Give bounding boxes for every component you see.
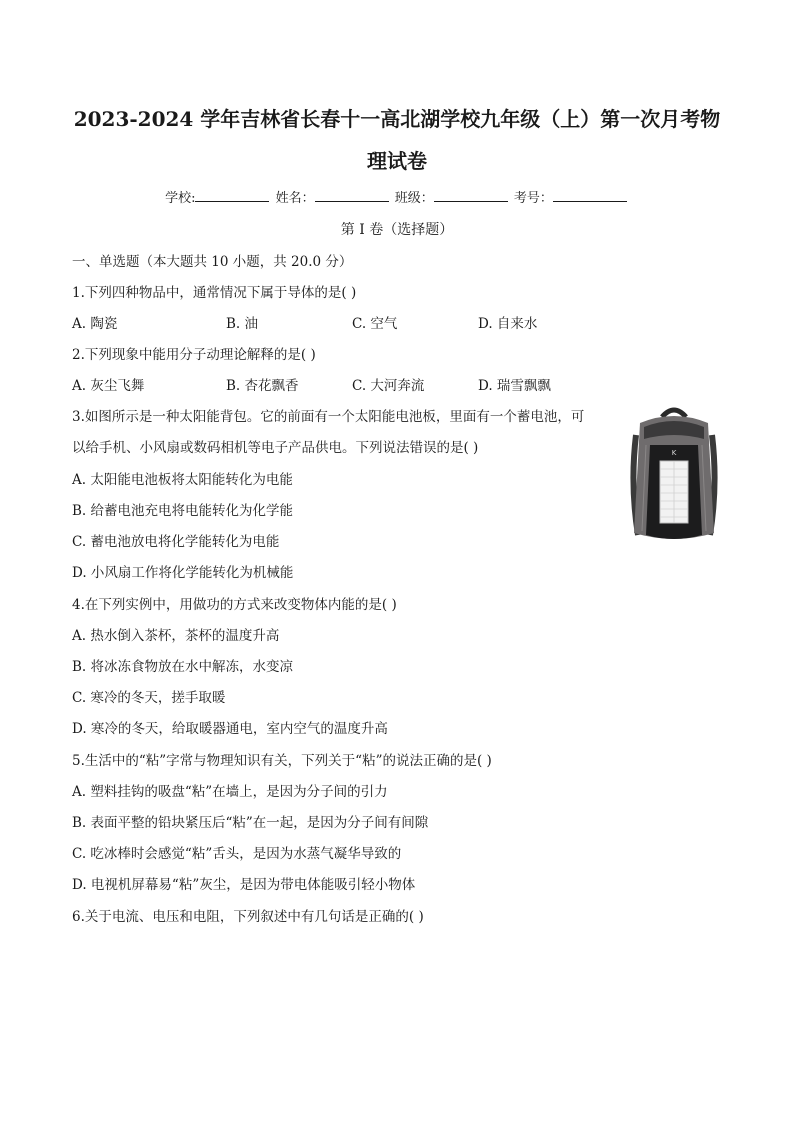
class-blank[interactable] xyxy=(434,189,508,202)
class-label: 班级： xyxy=(394,191,434,206)
option-a[interactable]: A. 灰尘飞舞 xyxy=(72,378,145,394)
question-5-option-b[interactable]: B. 表面平整的铅块紧压后“粘”在一起，是因为分子间有间隙 xyxy=(72,815,429,831)
question-4-option-d[interactable]: D. 寒冷的冬天，给取暖器通电，室内空气的温度升高 xyxy=(72,721,388,737)
name-label: 姓名： xyxy=(275,191,315,206)
option-c[interactable]: C. 空气 xyxy=(352,316,398,332)
question-4-stem: 4.在下列实例中，用做功的方式来改变物体内能的是( ) xyxy=(72,597,397,613)
option-b[interactable]: B. 杏花飘香 xyxy=(226,378,299,394)
section-title: 第 I 卷（选择题） xyxy=(340,222,454,238)
option-a[interactable]: A. 陶瓷 xyxy=(72,316,118,332)
option-d[interactable]: D. 自来水 xyxy=(478,316,538,332)
question-3-option-b[interactable]: B. 给蓄电池充电将电能转化为化学能 xyxy=(72,503,294,519)
question-3-option-a[interactable]: A. 太阳能电池板将太阳能转化为电能 xyxy=(72,472,293,488)
question-2-options xyxy=(72,374,632,394)
question-1-stem: 1.下列四种物品中，通常情况下属于导体的是( ) xyxy=(72,285,357,301)
question-4-option-c[interactable]: C. 寒冷的冬天，搓手取暖 xyxy=(72,690,226,706)
question-5-option-a[interactable]: A. 塑料挂钩的吸盘“粘”在墙上，是因为分子间的引力 xyxy=(72,784,388,800)
exam-title-line-1: 2023-2024 学年吉林省长春十一高北湖学校九年级（上）第一次月考物 xyxy=(73,107,721,131)
school-label: 学校: xyxy=(165,191,196,206)
number-label: 考号： xyxy=(513,191,553,206)
name-blank[interactable] xyxy=(315,189,389,202)
question-3-option-d[interactable]: D. 小风扇工作将化学能转化为机械能 xyxy=(72,565,294,581)
question-5-stem: 5.生活中的“粘”字常与物理知识有关，下列关于“粘”的说法正确的是( ) xyxy=(72,753,492,769)
question-5-option-c[interactable]: C. 吃冰棒时会感觉“粘”舌头，是因为水蒸气凝华导致的 xyxy=(72,846,402,862)
question-6-stem: 6.关于电流、电压和电阻，下列叙述中有几句话是正确的( ) xyxy=(72,909,424,925)
part-heading: 一、单选题（本大题共 10 小题，共 20.0 分） xyxy=(72,254,353,270)
option-b[interactable]: B. 油 xyxy=(226,316,259,332)
question-3-option-c[interactable]: C. 蓄电池放电将化学能转化为电能 xyxy=(72,534,280,550)
question-3-stem-line-2: 以给手机、小风扇或数码相机等电子产品供电。下列说法错误的是( ) xyxy=(72,440,479,456)
student-info-row xyxy=(0,187,794,206)
number-blank[interactable] xyxy=(553,189,627,202)
question-5-option-d[interactable]: D. 电视机屏幕易“粘”灰尘，是因为带电体能吸引轻小物体 xyxy=(72,877,416,893)
school-blank[interactable] xyxy=(195,189,269,202)
question-1-options xyxy=(72,312,632,332)
option-c[interactable]: C. 大河奔流 xyxy=(352,378,425,394)
question-4-option-a[interactable]: A. 热水倒入茶杯，茶杯的温度升高 xyxy=(72,628,280,644)
svg-text:K: K xyxy=(671,449,677,457)
option-d[interactable]: D. 瑞雪飘飘 xyxy=(478,378,551,394)
question-4-option-b[interactable]: B. 将冰冻食物放在水中解冻，水变凉 xyxy=(72,659,294,675)
question-3-stem-line-1: 3.如图所示是一种太阳能背包。它的前面有一个太阳能电池板，里面有一个蓄电池，可 xyxy=(72,409,585,425)
solar-backpack-image xyxy=(628,405,720,545)
exam-title-line-2: 理试卷 xyxy=(367,149,427,173)
question-2-stem: 2.下列现象中能用分子动理论解释的是( ) xyxy=(72,347,316,363)
